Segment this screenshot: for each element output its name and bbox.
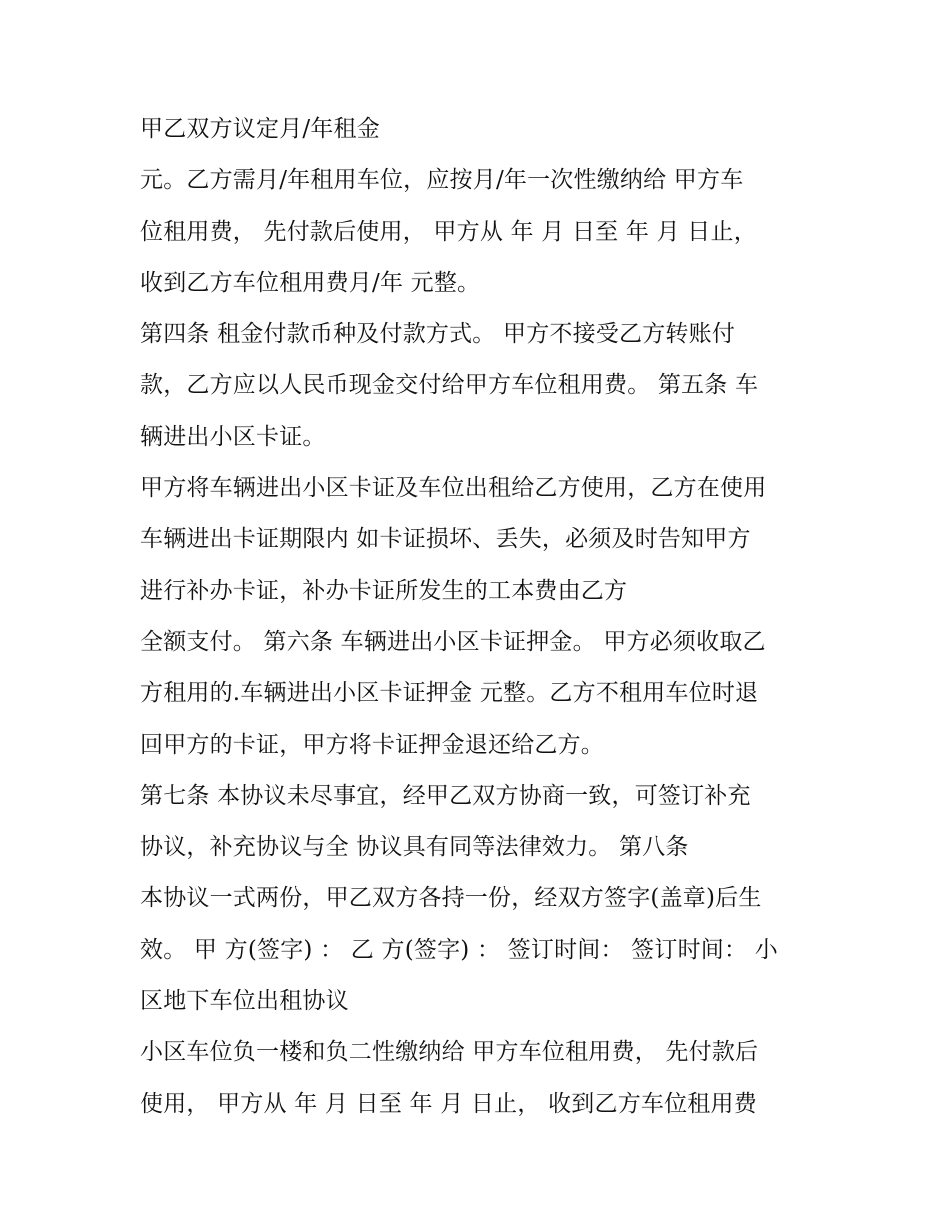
text-line: 位租用费， 先付款后使用， 甲方从 年 月 日至 年 月 日止， [140,218,757,245]
text-line: 本协议一式两份，甲乙双方各持一份，经双方签字(盖章)后生 [140,885,762,912]
text-line: 方租用的.车辆进出小区卡证押金 元整。乙方不租用车位时退 [140,680,759,707]
text-line: 甲乙双方议定月/年租金 [140,116,380,142]
text-line: 协议，补充协议与全 协议具有同等法律效力。 第八条 [140,834,689,861]
text-line: 效。 甲 方(签字) ： 乙 方(签字) ： 签订时间： 签订时间： 小 [140,936,778,963]
text-line: 第四条 租金付款币种及付款方式。 甲方不接受乙方转账付 [140,321,736,348]
text-line: 小区车位负一楼和负二性缴纳给 甲方车位租用费， 先付款后 [140,1039,759,1066]
text-line: 第七条 本协议未尽事宜，经甲乙双方协商一致，可签订补充 [140,782,751,809]
text-line: 甲方将车辆进出小区卡证及车位出租给乙方使用，乙方在使用 [140,475,767,502]
text-line: 使用， 甲方从 年 月 日至 年 月 日止， 收到乙方车位租用费 [140,1090,757,1117]
text-line: 车辆进出卡证期限内 如卡证损坏、丢失，必须及时告知甲方 [140,526,751,553]
text-line: 元。乙方需月/年租用车位，应按月/年一次性缴纳给 甲方车 [140,167,744,194]
text-line: 辆进出小区卡证。 [140,423,326,450]
text-line: 全额支付。 第六条 车辆进出小区卡证押金。 甲方必须收取乙 [140,628,766,655]
text-line: 款，乙方应以人民币现金交付给甲方车位租用费。 第五条 车 [140,372,759,399]
text-line: 收到乙方车位租用费月/年 元整。 [140,269,481,296]
text-line: 区地下车位出租协议 [140,988,349,1015]
text-line: 回甲方的卡证，甲方将卡证押金退还给乙方。 [140,731,604,758]
text-line: 进行补办卡证，补办卡证所发生的工本费由乙方 [140,577,628,604]
document-body [140,108,820,1134]
